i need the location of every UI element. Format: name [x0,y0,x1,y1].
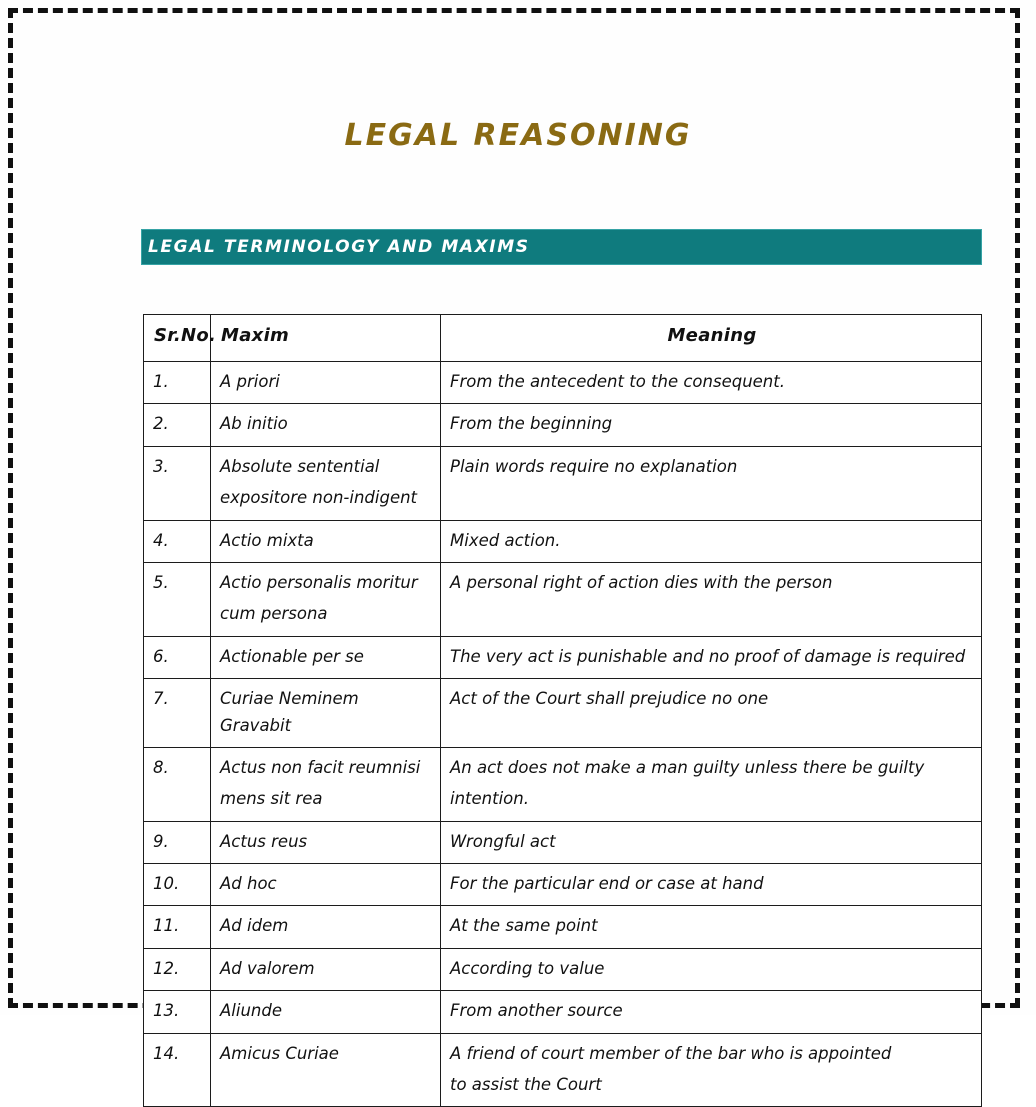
meaning-line: Plain words require no explanation [450,456,738,476]
cell-meaning [441,864,982,906]
table-row [144,562,982,636]
cell-maxim [211,446,441,520]
legal-maxims-table [143,314,982,1107]
section-heading-label: LEGAL TERMINOLOGY AND MAXIMS [148,237,530,257]
cell-meaning [441,1033,982,1107]
column-header-sr-no: Sr.No. [144,315,211,362]
cell-meaning [441,636,982,678]
column-header-maxim: Maxim [211,315,441,362]
table-header-row [144,315,982,362]
cell-maxim [211,404,441,446]
cell-meaning [441,362,982,404]
column-header-meaning: Meaning [441,315,982,362]
cell-sr-no: 14. [144,1033,211,1107]
cell-maxim [211,636,441,678]
table-row [144,1033,982,1107]
meaning-line: From the antecedent to the consequent. [450,372,785,391]
table-row [144,446,982,520]
meaning-line: At the same point [450,916,598,936]
cell-sr-no: 7. [144,679,211,748]
cell-meaning [441,821,982,863]
meaning-line: An act does not make a man guilty unless there be guilty [450,757,925,777]
cell-maxim [211,864,441,906]
maxim-line: Ab initio [220,414,288,434]
table-row [144,991,982,1033]
meaning-line: According to value [450,958,605,978]
page-title: LEGAL REASONING [344,118,692,153]
maxim-line: Curiae Neminem Gravabit [220,689,359,735]
meaning-line: From another source [450,1001,623,1021]
cell-sr-no: 2. [144,404,211,446]
maxim-line: Actio mixta [220,530,314,550]
cell-sr-no: 10. [144,864,211,906]
cell-maxim [211,991,441,1033]
maxim-line: Actus reus [220,831,308,851]
cell-sr-no: 12. [144,948,211,990]
cell-maxim [211,821,441,863]
cell-meaning [441,747,982,821]
meaning-line: For the particular end or case at hand [450,874,764,894]
cell-meaning [441,446,982,520]
cell-sr-no: 11. [144,906,211,948]
maxim-line: expositore non-indigent [220,488,418,508]
maxim-line: mens sit rea [220,789,323,809]
cell-meaning [441,679,982,748]
maxim-line: A priori [220,372,280,391]
cell-meaning [441,404,982,446]
cell-maxim [211,520,441,562]
cell-meaning [441,948,982,990]
cell-meaning [441,520,982,562]
table-row [144,520,982,562]
cell-sr-no: 6. [144,636,211,678]
maxim-line: cum persona [220,604,328,624]
maxim-line: Ad idem [220,916,289,936]
cell-maxim [211,679,441,748]
maxim-line: Aliunde [220,1001,282,1021]
cell-maxim [211,1033,441,1107]
maxim-line: Amicus Curiae [220,1043,339,1063]
meaning-line: A personal right of action dies with the person [450,572,833,592]
cell-sr-no: 3. [144,446,211,520]
cell-sr-no: 5. [144,562,211,636]
meaning-line: The very act is punishable and no proof of damage is required [450,646,966,666]
meaning-line: From the beginning [450,414,613,434]
table-row [144,636,982,678]
meaning-line: Mixed action. [450,530,561,550]
meaning-line: Wrongful act [450,831,556,851]
cell-meaning [441,562,982,636]
section-heading-bar [141,229,982,265]
table-row [144,864,982,906]
cell-maxim [211,948,441,990]
table-row [144,362,982,404]
meaning-line: A friend of court member of the bar who is appointed [450,1043,892,1063]
cell-maxim [211,747,441,821]
meaning-line: intention. [450,789,529,809]
maxim-line: Ad hoc [220,874,277,894]
table-row [144,821,982,863]
cell-maxim [211,562,441,636]
cell-sr-no: 9. [144,821,211,863]
cell-meaning [441,906,982,948]
maxim-line: Actus non facit reumnisi [220,757,421,777]
cell-sr-no: 4. [144,520,211,562]
table-row [144,404,982,446]
meaning-line: Act of the Court shall prejudice no one [450,689,769,709]
cell-maxim [211,362,441,404]
cell-sr-no: 13. [144,991,211,1033]
cell-sr-no: 8. [144,747,211,821]
table-row [144,906,982,948]
table-body [144,362,982,1107]
table-row [144,948,982,990]
table-row [144,679,982,748]
maxim-line: Absolute sentential [220,456,380,476]
maxim-line: Actionable per se [220,646,364,666]
table-row [144,747,982,821]
maxim-line: Ad valorem [220,958,315,978]
cell-sr-no: 1. [144,362,211,404]
maxim-line: Actio personalis moritur [220,572,418,592]
cell-maxim [211,906,441,948]
cell-meaning [441,991,982,1033]
meaning-line: to assist the Court [450,1075,602,1095]
